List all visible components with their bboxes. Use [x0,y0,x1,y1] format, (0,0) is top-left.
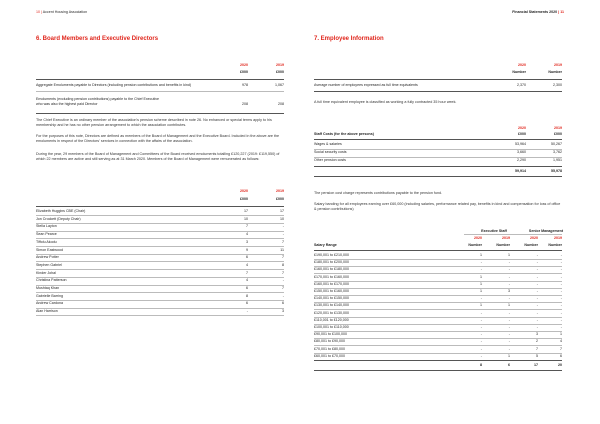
cell-value: - [480,317,482,322]
table-row [314,141,562,148]
row-label: £150,001 to £160,000 [314,289,349,293]
table-row [36,293,284,300]
cell-value: - [536,253,538,257]
cell-value: - [508,310,510,315]
table-row [36,277,284,284]
cell-value: 3 [246,239,248,244]
cell-value: 208 [278,102,284,106]
cell-value: 17 [280,209,284,213]
cell-value: - [508,267,510,272]
cell-value: 3,762 [553,150,562,154]
total-value: 17 [534,363,538,367]
cell-value: - [536,317,538,322]
cell-value: - [508,332,510,337]
cell-value: 6 [282,301,284,306]
unit-header: Number [468,243,482,247]
cell-value: - [508,339,510,344]
cell-value: 1 [508,353,510,358]
row-label: £110,001 to £120,000 [314,317,349,322]
total-value: 20 [558,363,562,367]
row-label: Mushtaq Khan [36,286,60,290]
row-label: Aggregate Emoluments payable to Directors (including pension contributions and benefits in kind) [36,83,192,87]
cell-value: 4 [246,278,248,283]
cell-value: - [508,274,510,279]
section-title-board-members: 6. Board Members and Executive Directors [36,36,159,42]
table-rule [314,91,562,92]
table-row [36,285,284,292]
cell-value: - [480,325,482,329]
table-row [36,270,284,277]
table-row [36,308,284,315]
cell-value: 5 [536,353,538,358]
cell-value: - [560,289,562,293]
cell-value: - [560,267,562,272]
cell-value: 6 [560,353,562,358]
table-row [36,300,284,307]
cell-value: - [560,260,562,265]
row-label: £100,001 to £110,000 [314,325,349,329]
row-label: £130,001 to £140,000 [314,303,349,308]
table-header-row [314,131,562,138]
cell-value: 1,067 [275,83,284,87]
cell-value: - [536,303,538,308]
cell-value: - [246,309,248,314]
page-header-left: 10 | Accent Housing Association [36,10,88,14]
cell-value: 6 [246,301,248,306]
row-label: £170,001 to £160,000 [314,274,349,279]
cell-value: 1 [480,274,482,279]
group-header-senior: Senior Management [528,229,564,233]
cell-value: 7 [560,346,562,351]
table-row [36,97,284,109]
row-label: Gabrielle Barring [36,293,63,298]
row-label: £140,001 to £150,000 [314,296,349,301]
cell-value: 3,660 [517,150,526,154]
cell-value: 1 [560,332,562,337]
unit-header: £000 [240,197,248,201]
table-rule [314,370,562,371]
paragraph: For the purposes of this note, Directors are defined as members of the Board of Management and the Executive Board. Included in the above are the emoluments in respect of the Directors' services in connection with the affairs of the association. [36,134,280,144]
cell-value: - [536,274,538,279]
cell-value: - [560,317,562,322]
table-rule [314,79,562,80]
table-row [36,247,284,254]
unit-header: Number [524,243,538,247]
cell-value: - [508,281,510,286]
cell-value: 2,300 [553,83,562,87]
table-row [36,82,284,89]
table-row [314,157,562,164]
row-label: Kinder Johal [36,270,56,275]
cell-value: 7 [282,286,284,290]
cell-value: 1 [480,289,482,293]
cell-value: - [480,353,482,358]
total-row [314,168,562,175]
fte-note: A full time equivalent employee is classified as working a fully contracted 35 hour week. [314,100,457,104]
staff-costs-header: Staff Costs (for the above persons) [314,132,374,136]
unit-header: Number [548,70,562,74]
row-label: Sean Pearce [36,232,57,237]
row-label: Christina Patterson [36,278,67,283]
table-row [36,254,284,261]
cell-value: 978 [242,83,248,87]
cell-value: - [480,267,482,272]
group-header-executive: Executive Staff [481,229,507,233]
year-header: 2020 [518,126,526,130]
table-rule [36,206,284,207]
total-row [314,362,562,369]
cell-value: 208 [242,102,248,106]
table-rule [314,166,562,167]
cell-value: - [508,317,510,322]
paragraph: The Chief Executive is an ordinary member of the association's pension scheme described in note 26. No enhanced or special terms apply to his membership and he has no other pension arrangement to which the association contributes. [36,118,272,128]
table-row [36,239,284,246]
year-header: 2020 [518,63,526,67]
cell-value: 1 [480,253,482,257]
row-label: Social security costs [314,150,347,154]
unit-header: £000 [554,132,562,136]
cell-value: 2 [536,339,538,344]
cell-value: - [480,296,482,301]
cell-value: 1 [508,253,510,257]
cell-value: 7 [246,224,248,229]
cell-value: - [508,346,510,351]
row-divider [36,315,284,316]
table-row [36,262,284,269]
cell-value: - [560,296,562,301]
cell-value: 7 [246,270,248,275]
page-number-left: 10 [36,10,40,14]
table-row [36,223,284,230]
row-label: Tiffolu Akodu [36,239,57,244]
paragraph: The pension cost charge represents contributions payable to the pension fund. [314,191,443,195]
cell-value: - [536,289,538,293]
table-row [314,82,562,89]
cell-value: 8 [246,293,248,298]
salary-range-header: Salary Range [314,243,337,247]
row-label: Elizabeth Huggins CBE (Chair) [36,209,86,213]
year-header: 2019 [276,63,284,67]
unit-header: £000 [276,70,284,74]
cell-value: - [536,267,538,272]
cell-value: 8 [282,262,284,267]
total-value: 6 [508,363,510,367]
table-rule [464,234,562,235]
row-label: Andrew Cardona [36,301,63,306]
cell-value: - [282,293,284,298]
cell-value: 2,370 [517,83,526,87]
row-label: £60,001 to £70,000 [314,353,345,358]
unit-header: £000 [240,70,248,74]
cell-value: - [560,310,562,315]
cell-value: 2,290 [517,158,526,162]
cell-value: 3 [508,289,510,293]
document-title: Accent Housing Association [42,10,88,14]
table-rule [36,91,284,92]
cell-value: 4 [560,339,562,344]
table-rule [314,360,562,361]
table-header-row [314,242,562,249]
table-row [314,149,562,156]
unit-header: Number [496,243,510,247]
table-row [36,216,284,223]
cell-value: - [480,332,482,337]
row-label: Alan Harrison [36,309,58,314]
cell-value: 10 [244,216,248,221]
cell-value: 7 [282,239,284,244]
cell-value: 4 [246,232,248,237]
row-label: Andrew Potter [36,255,59,260]
row-label: Emoluments (excluding pension contributions) payable to the Chief Executive who was also the highest paid Director [36,97,160,106]
row-label: Wages & salaries [314,142,342,146]
cell-value: - [536,260,538,265]
row-label: Jon Crockett (Deputy Chair) [36,216,81,221]
cell-value: 7 [536,346,538,351]
row-label: £80,001 to £90,000 [314,339,345,344]
cell-value: - [536,310,538,315]
cell-value: 3 [282,309,284,314]
row-label: £190,001 to £210,000 [314,253,349,257]
unit-header: £000 [276,197,284,201]
cell-value: - [480,260,482,265]
row-label: Other pension costs [314,158,346,162]
paragraph: During the year, 29 members of the Board of Management and Committees of the Board received emoluments totalling £120,227 (2019: £119,550) of which 22 members are active and still serving as at 31 March 2020. Members of the Board of Management were remunerated as follows: [36,152,280,162]
table-rule [36,113,284,114]
cell-value: 1,951 [553,158,562,162]
row-label: £90,001 to £100,000 [314,332,347,337]
row-label: £120,001 to £130,000 [314,310,349,315]
total-value: 55,978 [551,169,562,173]
cell-value: - [536,281,538,286]
table-rule [314,176,562,177]
row-label: £160,001 to £170,000 [314,281,349,286]
total-value: 59,914 [515,169,526,173]
cell-value: 3 [536,332,538,337]
section-title-employee-information: 7. Employee Information [314,36,384,42]
row-label: Stephen Gabriel [36,262,62,267]
year-header: 2020 [240,189,248,193]
cell-value: 7 [282,255,284,260]
cell-value: - [560,274,562,279]
cell-value: 53,964 [515,142,526,146]
cell-value: 10 [280,216,284,221]
year-header: 2019 [554,126,562,130]
row-label: £180,001 to £200,000 [314,260,349,265]
year-header: 2020 [530,236,538,240]
cell-value: - [282,232,284,237]
cell-value: 1 [480,303,482,308]
cell-value: - [508,325,510,329]
cell-value: 17 [244,209,248,213]
cell-value: 7 [282,270,284,275]
cell-value: - [508,260,510,265]
cell-value: - [560,281,562,286]
report-title: Financial Statements 2020 [512,10,558,14]
cell-value: - [508,296,510,301]
cell-value: - [560,253,562,257]
cell-value: - [560,325,562,329]
unit-header: Number [512,70,526,74]
cell-value: - [536,325,538,329]
table-rule [36,79,284,80]
cell-value: - [282,278,284,283]
cell-value: 6 [246,286,248,290]
cell-value: 1 [508,303,510,308]
cell-value: - [480,339,482,344]
cell-value: - [560,303,562,308]
page-number-right: 11 [560,10,564,14]
unit-header: Number [548,243,562,247]
unit-header: £000 [518,132,526,136]
table-row [36,208,284,215]
year-header: 2020 [240,63,248,67]
year-header: 2020 [474,236,482,240]
page-header-right: Financial Statements 2020 | 11 [512,10,564,14]
row-label: £70,001 to £80,000 [314,346,345,351]
cell-value: 50,267 [551,142,562,146]
cell-value: - [536,296,538,301]
table-rule [314,139,562,140]
table-row [314,353,562,360]
paragraph: Salary banding for all employees earning over £60,000 (including salaries, performance related pay, benefits in kind and compensation for loss of office & pension contributions) [314,202,561,212]
cell-value: 6 [246,255,248,260]
cell-value: 9 [246,247,248,252]
row-label: Average number of employees expressed as full time equivalents [314,83,418,87]
table-rule [314,250,562,251]
row-label: £160,001 to £180,000 [314,267,349,272]
total-value: 8 [480,363,482,367]
cell-value: 11 [280,247,284,252]
cell-value: - [282,224,284,229]
row-label: Simon Eastwood [36,247,63,252]
cell-value: - [480,310,482,315]
cell-value: 1 [480,281,482,286]
year-header: 2019 [554,63,562,67]
table-row [36,231,284,238]
cell-value: 4 [246,262,248,267]
row-label: Stella Layton [36,224,57,229]
year-header: 2019 [502,236,510,240]
year-header: 2019 [276,189,284,193]
cell-value: - [480,346,482,351]
year-header: 2019 [554,236,562,240]
